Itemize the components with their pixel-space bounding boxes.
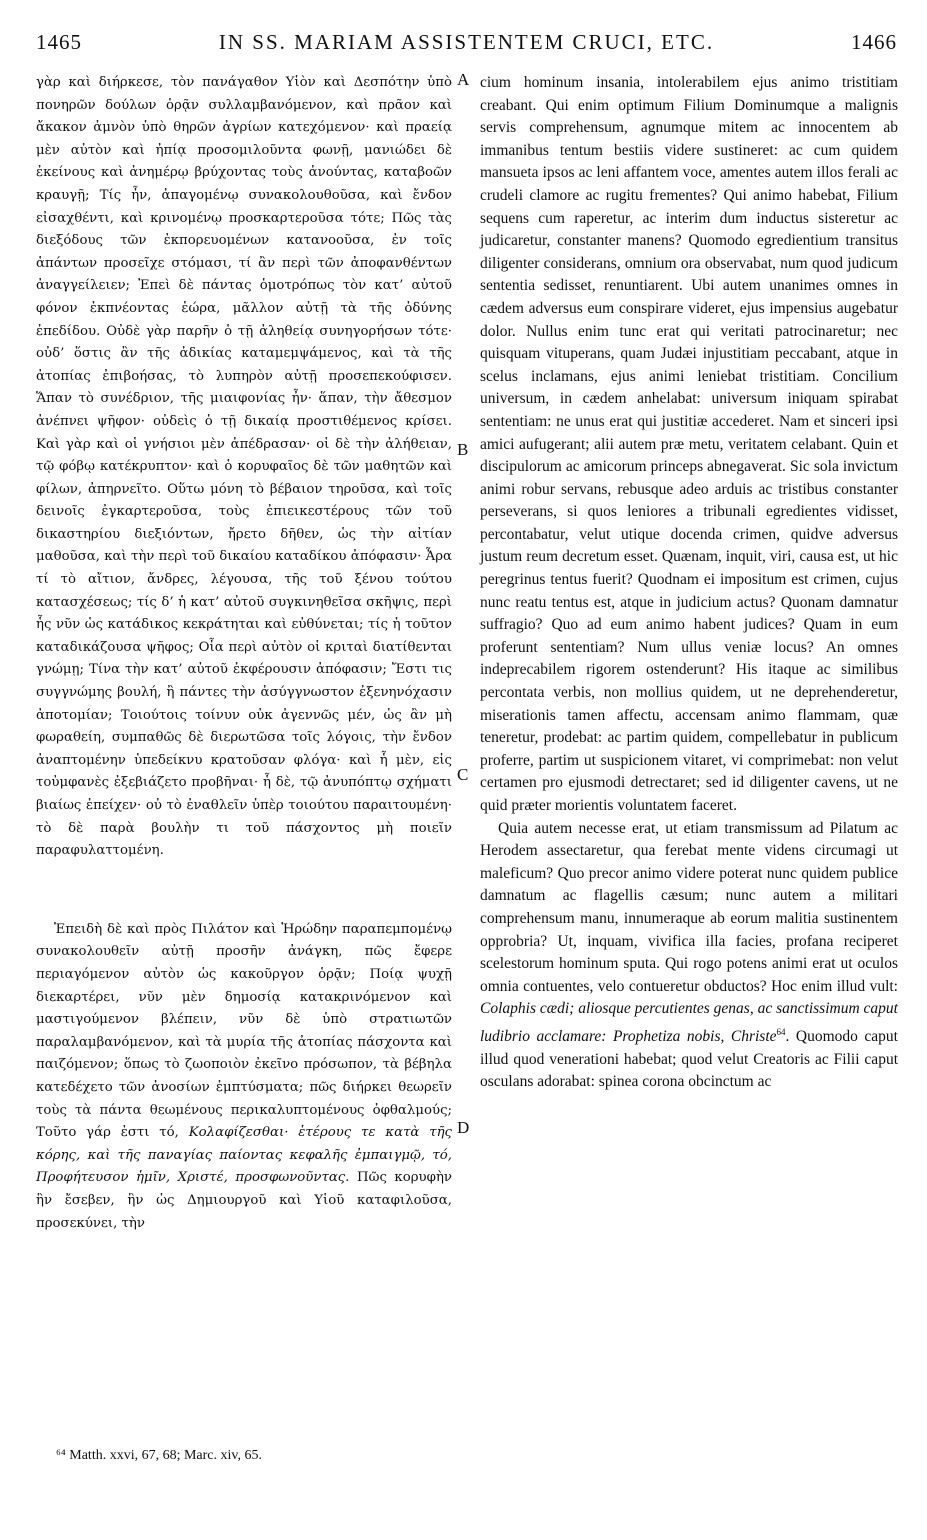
latin-paragraph-2-end: . Quomodo caput illud quod venerationi habebat; quod velut Creatoris ac Filii caput osculans adorabat: spinea corona obcinctum ac (480, 1028, 898, 1091)
footnote-reference: 64 (776, 1026, 786, 1037)
page-number-right: 1466 (851, 30, 897, 54)
greek-column (36, 72, 452, 1235)
footnote: ⁶⁴ Matth. xxvi, 67, 68; Marc. xiv, 65. (56, 1448, 263, 1463)
section-marker-b: B (457, 440, 469, 459)
latin-column (480, 72, 898, 1094)
greek-paragraph-2-end: Πῶς κορυφὴν ἣν ἔσεβεν, ἣν ὡς Δημιουργοῦ καὶ Υἱοῦ καταφιλοῦσα, προσεκύνει, τὴν (36, 1170, 452, 1231)
page-number-left: 1465 (36, 30, 82, 54)
greek-paragraph-2 (36, 919, 452, 1235)
section-marker-a: A (457, 70, 470, 89)
running-title: IN SS. MARIAM ASSISTENTEM CRUCI, ETC. (218, 30, 715, 54)
latin-paragraph-2 (480, 818, 898, 1094)
greek-paragraph-1: γὰρ καὶ διήρκεσε, τὸν πανάγαθον Υἱὸν καὶ Δεσπότην ὑπὸ πονηρῶν δούλων ὁρᾷν συλλαμβανόμενον, καὶ πρᾶον καὶ ἄκακον ἀμνὸν ὑπὸ θηρῶν ἀγρίων κατεχόμενον· καὶ πραείᾳ μὲν αὐτὸν καὶ ἠπίᾳ προσομιλοῦντα φωνῇ, μανιώδει δὲ ἐκείνους καὶ ἀνημέρῳ βρύχοντας τοὺς ἀνούντας, καταβοῶν κραυγῇ; Τίς ἦν, ἀπαγομένῳ συνακολουθοῦσα, καὶ ἔνδον εἰσαχθέντι, καὶ κρινομένῳ προσκαρτεροῦσα τότε; Πῶς τὰς διεξόδους τῶν ἐκπορευομένων κατανοοῦσα, ἐν τοῖς ἁπάντων προσεῖχε στόμασι, τί ἂν περὶ τῶν ἀποφανθέντων ἀναγγείλειεν; Ἐπεὶ δὲ πάντας ὁμοτρόπως τὸν κατ’ αὐτοῦ φόνον ἐκπνέοντας ἑώρα, μᾶλλον αὐτῇ τὰ τῆς ὀδύνης ἐπεδίδου. Οὐδὲ γὰρ παρῆν ὁ τῇ ἀληθείᾳ συνηγορήσων τότε· οὐδ’ ὅστις ἂν τῆς ἀδικίας καταμεμψάμενος, καὶ τὰ τῆς ἀτοπίας ἐπιβοήσας, τὸ λυπηρὸν αὐτῇ προσεπεκούφισεν. Ἅπαν τὸ συνέδριον, τῆς μιαιφονίας ἦν· ἅπαν, τὴν ἄθεσμον ἀνέπνει ψῆφον· οὐδεὶς ὁ τῇ δικαίᾳ προστιθέμενος κρίσει. Καὶ γὰρ καὶ οἱ γνήσιοι μὲν ἀπέδρασαν· οἱ δὲ τὴν ἀλήθειαν, τῷ φόβῳ κατέκρυπτον· καὶ ὁ κορυφαῖος δὲ τῶν μαθητῶν καὶ φίλων, ἀπηρνεῖτο. Οὕτω μόνη τὸ βέβαιον τηροῦσα, καὶ τοῖς δεινοῖς ἐγκαρτεροῦσα, τοὺς ἐπιεικεστέρους τῶν τοῦ δικαστηρίου διεξιόντων, ἤρετο δῆθεν, ὡς τὴν αἰτίαν μαθοῦσα, καὶ τὴν περὶ τοῦ δικαίου καταδίκου ἀπόφασιν· Ἆρα τί τὸ αἴτιον, ἄνδρες, λέγουσα, τῆς τοῦ ξένου τούτου κατασχέσεως; τίς δ’ ἡ κατ’ αὐτοῦ συγκινηθεῖσα σκῆψις, περὶ ἧς νῦν ὡς κατάδικος κεκράτηται καὶ εὐθύνεται; τίς ἡ τοῦτον καταδικάζουσα ψῆφος; Οἷα περὶ αὐτὸν οἱ κριταὶ διατίθενται γνώμῃ; Τίνα τὴν κατ’ αὐτοῦ ἐκφέρουσιν ἀπόφασιν; Ἔστι τις συγγνώμης βουλή, ἢ πάντες τὴν ἀσύγγνωστον ἐξενηνόχασιν ἀποτομίαν; Τοιούτοις τοίνυν οὐκ ἀγεννῶς μέν, ὡς ἂν μὴ φωραθείη, συμπαθῶς δὲ διερωτῶσα τοῖς λόγοις, τὴν ἔνδον ἀναπτομένην ὑπεδείκνυ κρατοῦσαν φλόγα· καὶ ἧ μὲν, εἰς τοὐμφανὲς ἐξεβιάζετο προβῆναι· ἧ δὲ, τῷ ἀνυπόπτῳ σχήματι βιαίως ἐπείχεν· οὐ τὸ ἐναθλεῖν ὑπὲρ τοιούτου παραιτουμένη· τὸ δὲ παρὰ βουλὴν τι τοῦ πάσχοντος μὴ ποιεῖν παραφυλαττομένη. (36, 75, 452, 859)
section-marker-d: D (457, 1118, 470, 1137)
running-header (36, 22, 897, 62)
section-marker-c: C (457, 765, 469, 784)
latin-paragraph-2-text: Quia autem necesse erat, ut etiam transmissum ad Pilatum ac Herodem assectaretur, qua ferebat mente videns circumagi ut maleficum? Quo precor animo videre poterat nunc quidem publice damnatum ac flagellis cæsum; nunc autem a militari comprehensum manu, innumeraque ab eorum malitia sustinentem opprobria? Ut, inquam, vivifica illa facies, profana reciperet scelestorum hominum sputa. Qui rogo potens animi erat ut oculos omnia contuentes, velo contueretur obductos? Hoc enim illud vult: (480, 819, 898, 995)
latin-paragraph-1: cium hominum insania, intolerabilem ejus animo tristitiam creabant. Qui enim optimum Filium Dominumque a malignis servis comprehensum, agnumque mitem ac innocentem ab immanibus tentum bestiis videre sustineret: ac cum quidem mansueta ipsos ac leni affantem voce, amentes autem illos ferali ac crudeli clamore ac rugitu frementes? Qui animo habebat, Filium sequens cum raperetur, ac interim dum inductus sisteretur ac judicaretur, constanter manens? Quomodo egredientium transitus diligenter considerans, omnium ora observabat, num quod judicum sententia sedisset, renuntiarent. Ubi autem unanimes omnes in cædem adversus eum conspirare videret, ejus impensius augebatur dolor. Nullus enim tunc erat qui veritati patrocinaretur; nec quisquam vituperans, quam Judæi injustitiam peccabant, atque in scelus inclamans, ejus animi leniebat tristitiam. Concilium universum, in cædem anhelabat: universum iniquam spirabat sententiam: ne unus erat qui justitiæ accederet. Nam et sinceri ipsi amici aufugerant; alii autem præ metu, veritatem celabant. Quin et discipulorum ac amicorum princeps abnegaverat. Sic sola invictum animi robur servans, rebusque adeo arduis ac tristibus constanter perseverans, si quos leniores a tribunali egredientes vidisset, percontabatur, velut utique docenda crimen, quidve adversus justum reum decretum esset. Quænam, inquit, viri, causa est, ut hic peregrinus tentus fuerit? Quodnam ei impositum est crimen, cujus nunc reatu tentus est, atque in judicium actus? Quonam damnatur suffragio? Quo ad eum animo habent judices? Quam in eum proferunt sententiam? Num ullus veniæ locus? An omnes indeprecabilem rigorem ostenderunt? His itaque ac similibus percontata verbis, non mollius quidem, ut ne deprehenderetur, miserationis tamen affectu, accensam animo flammam, quæ teneretur, prodebat: ac partim quidem, compellebatur in publicum proferre, partim ut suspicionem vitaret, vi comprimebat: non velut certamen pro ejusmodi detrectaret; sed id diligenter cavens, ut ne quid præter morientis voluntatem faceret. (480, 74, 898, 814)
greek-paragraph-2-text: Ἐπειδὴ δὲ καὶ πρὸς Πιλάτον καὶ Ἡρώδην παραπεμπομένῳ συνακολουθεῖν αὐτῇ προσῆν ἀνάγκη, πῶς ἔφερε περιαγόμενον αὐτὸν ὡς κακοῦργον ὁρᾷν; Ποίᾳ ψυχῇ διεκαρτέρει, νῦν μὲν δημοσίᾳ κατακρινόμενον καὶ μαστιγούμενον βλέπειν, νῦν δὲ ὑπὸ στρατιωτῶν παραλαμβανόμενον, καὶ τὰ μυρία τῆς ἀτοπίας πάσχοντα καὶ παιζόμενον; ὅπως τὸ ζωοποιὸν ἐκεῖνο πρόσωπον, τὰ βέβηλα κατεδέχετο τῶν ἀνοσίων ἐμπτύσματα; πῶς διήρκει θεωρεῖν τοὺς τὰ πάντα θεωμένους περικαλυπτομένους ὀφθαλμούς; Τοῦτο γάρ ἐστι τό, (36, 921, 452, 1141)
paragraph-gap (36, 863, 452, 919)
latin-scripture-quote: Colaphis cædi; aliosque percutientes genas, ac sanctissimum caput ludibrio acclamare: Prophetiza nobis, Christe (480, 1000, 898, 1046)
greek-scripture-quote: Κολαφίζεσθαι· ἑτέρους τε κατὰ τῆς κόρης, καὶ τῆς παναγίας παίοντας κεφαλῆς ἐμπαιγμῷ, τό, Προφήτευσον ἡμῖν, Χριστέ, προσφωνοῦντας. (36, 1125, 452, 1186)
